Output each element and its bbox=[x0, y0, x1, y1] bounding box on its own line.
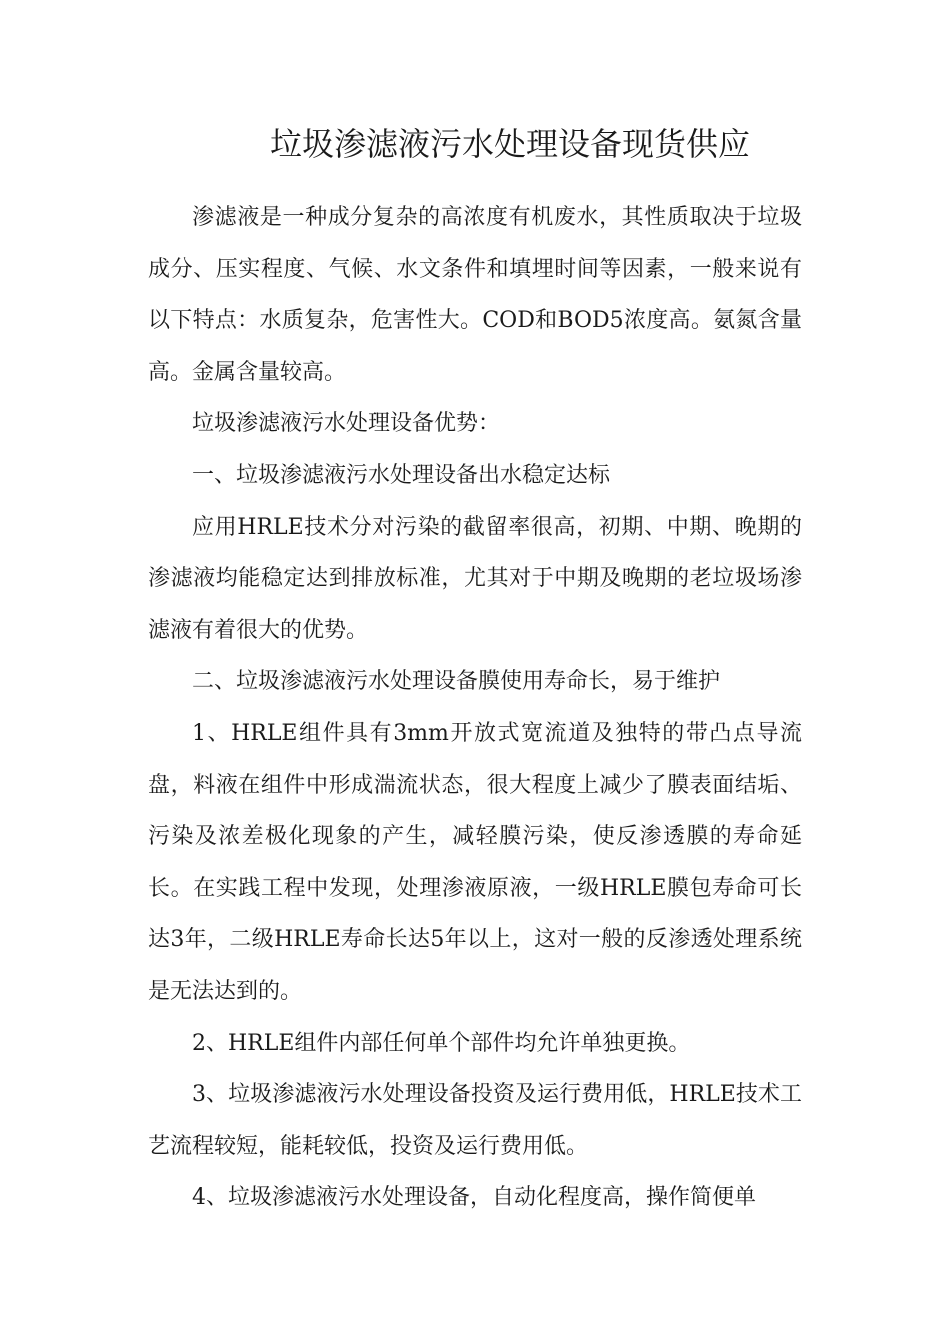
paragraph-advantages-heading: 垃圾渗滤液污水处理设备优势： bbox=[192, 411, 501, 437]
document-body bbox=[148, 192, 802, 1224]
paragraph-section-1-heading: 一、垃圾渗滤液污水处理设备出水稳定达标 bbox=[192, 462, 611, 488]
document-title: 垃圾渗滤液污水处理设备现货供应 bbox=[269, 125, 750, 163]
paragraph-item-3: 3、垃圾渗滤液污水处理设备投资及运行费用低，HRLE技术工艺流程较短，能耗较低，投资及运行费用低。 bbox=[148, 1082, 802, 1159]
paragraph-section-1-body: 应用HRLE技术分对污染的截留率很高，初期、中期、晚期的渗滤液均能稳定达到排放标准，尤其对于中期及晚期的老垃圾场渗滤液有着很大的优势。 bbox=[148, 514, 802, 643]
paragraph-item-2: 2、HRLE组件内部任何单个部件均允许单独更换。 bbox=[192, 1030, 691, 1056]
paragraph-item-1: 1、HRLE组件具有3mm开放式宽流道及独特的带凸点导流盘，料液在组件中形成湍流状态，很大程度上减少了膜表面结垢、污染及浓差极化现象的产生，减轻膜污染，使反渗透膜的寿命延长。在实践工程中发现，处理渗液原液，一级HRLE膜包寿命可长达3年，二级HRLE寿命长达5年以上，这对一般的反渗透处理系统是无法达到的。 bbox=[148, 720, 802, 1004]
paragraph-intro: 渗滤液是一种成分复杂的高浓度有机废水，其性质取决于垃圾成分、压实程度、气候、水文条件和填埋时间等因素，一般来说有以下特点：水质复杂，危害性大。COD和BOD5浓度高。氨氮含量高。金属含量较高。 bbox=[148, 205, 802, 385]
paragraph-item-4: 4、垃圾渗滤液污水处理设备，自动化程度高，操作简便单 bbox=[192, 1185, 756, 1211]
paragraph-section-2-heading: 二、垃圾渗滤液污水处理设备膜使用寿命长，易于维护 bbox=[192, 669, 721, 695]
